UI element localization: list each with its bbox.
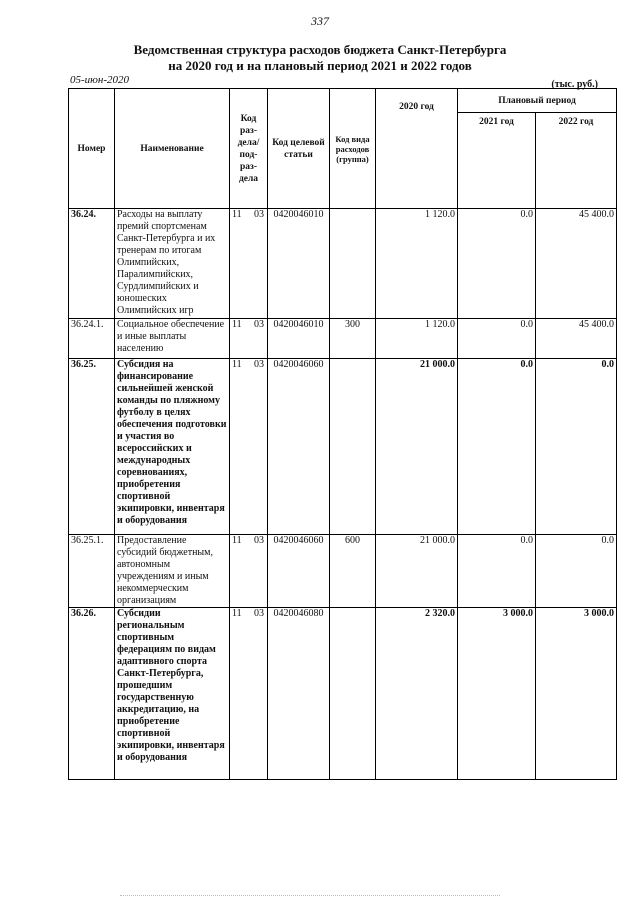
cell-2022: 3 000.0 bbox=[536, 608, 617, 780]
cell-target: 0420046080 bbox=[268, 608, 330, 780]
cell-target: 0420046060 bbox=[268, 359, 330, 535]
cell-2021: 0.0 bbox=[458, 209, 536, 319]
cell-vid bbox=[330, 209, 376, 319]
cell-rz: 11 bbox=[232, 608, 242, 619]
cell-2022: 0.0 bbox=[536, 535, 617, 608]
cell-2020: 1 120.0 bbox=[376, 209, 458, 319]
table-body bbox=[69, 209, 617, 780]
cell-vid: 300 bbox=[330, 319, 376, 359]
cell-target: 0420046010 bbox=[268, 319, 330, 359]
cell-prz: 03 bbox=[254, 359, 264, 370]
cell-prz: 03 bbox=[254, 319, 264, 330]
cell-target: 0420046010 bbox=[268, 209, 330, 319]
cell-2022: 0.0 bbox=[536, 359, 617, 535]
cell-2020: 21 000.0 bbox=[376, 359, 458, 535]
cell-prz: 03 bbox=[254, 535, 264, 546]
cell-rz: 11 bbox=[232, 535, 242, 546]
header-vid: Код вида расходов (группа) bbox=[330, 89, 376, 209]
cell-name: Субсидия на финансирование сильнейшей женской команды по пляжному футболу в целях обеспечения подготовки и участия во всероссийских и международных соревнованиях, приобретения спортивной экипировки, инвентаря и оборудования bbox=[115, 359, 230, 535]
cell-target: 0420046060 bbox=[268, 535, 330, 608]
header-2021: 2021 год bbox=[458, 113, 536, 209]
table-row bbox=[69, 209, 617, 319]
cell-2020: 1 120.0 bbox=[376, 319, 458, 359]
cell-number: 36.25. bbox=[69, 359, 115, 535]
cell-2020: 21 000.0 bbox=[376, 535, 458, 608]
title-line-2: на 2020 год и на плановый период 2021 и 2022 годов bbox=[168, 58, 472, 73]
table-row bbox=[69, 608, 617, 780]
budget-table bbox=[68, 88, 617, 780]
cell-2022: 45 400.0 bbox=[536, 209, 617, 319]
cell-razdel bbox=[230, 209, 268, 319]
table-row bbox=[69, 359, 617, 535]
cell-razdel bbox=[230, 535, 268, 608]
cell-number: 36.26. bbox=[69, 608, 115, 780]
cell-number: 36.24. bbox=[69, 209, 115, 319]
header-2020: 2020 год bbox=[376, 89, 458, 209]
cell-name: Расходы на выплату премий спортсменам Санкт-Петербурга и их тренерам по итогам Олимпийских, Паралимпийских, Сурдлимпийских и юношеских Олимпийских игр bbox=[115, 209, 230, 319]
units-label: (тыс. руб.) bbox=[551, 79, 598, 90]
table-row bbox=[69, 319, 617, 359]
cell-razdel bbox=[230, 608, 268, 780]
cell-razdel bbox=[230, 319, 268, 359]
header-plan: Плановый период bbox=[458, 89, 617, 113]
header-target: Код целевой статьи bbox=[268, 89, 330, 209]
cell-razdel bbox=[230, 359, 268, 535]
cell-number: 36.24.1. bbox=[69, 319, 115, 359]
cell-2021: 0.0 bbox=[458, 359, 536, 535]
header-2022: 2022 год bbox=[536, 113, 617, 209]
cell-vid bbox=[330, 608, 376, 780]
header-name: Наименование bbox=[115, 89, 230, 209]
cell-vid bbox=[330, 359, 376, 535]
cell-name: Социальное обеспечение и иные выплаты населению bbox=[115, 319, 230, 359]
cell-name: Субсидии региональным спортивным федерациям по видам адаптивного спорта Санкт-Петербурга, прошедшим государственную аккредитацию, на приобретение спортивной экипировки, инвентаря и оборудования bbox=[115, 608, 230, 780]
cell-2021: 3 000.0 bbox=[458, 608, 536, 780]
cell-prz: 03 bbox=[254, 608, 264, 619]
cell-2022: 45 400.0 bbox=[536, 319, 617, 359]
cell-prz: 03 bbox=[254, 209, 264, 220]
document-title bbox=[0, 42, 640, 74]
cell-vid: 600 bbox=[330, 535, 376, 608]
table-row bbox=[69, 535, 617, 608]
cell-rz: 11 bbox=[232, 359, 242, 370]
title-line-1: Ведомственная структура расходов бюджета Санкт-Петербурга bbox=[133, 42, 507, 57]
cell-number: 36.25.1. bbox=[69, 535, 115, 608]
header-number: Номер bbox=[69, 89, 115, 209]
cell-name: Предоставление субсидий бюджетным, автономным учреждениям и иным некоммерческим организациям bbox=[115, 535, 230, 608]
cell-2020: 2 320.0 bbox=[376, 608, 458, 780]
page-number: 337 bbox=[311, 14, 329, 28]
cell-2021: 0.0 bbox=[458, 535, 536, 608]
cell-rz: 11 bbox=[232, 319, 242, 330]
cell-rz: 11 bbox=[232, 209, 242, 220]
header-razdel: Код раз-дела/ под-раз-дела bbox=[230, 89, 268, 209]
cell-2021: 0.0 bbox=[458, 319, 536, 359]
footer-divider bbox=[120, 895, 500, 897]
document-date: 05-июн-2020 bbox=[70, 74, 130, 86]
